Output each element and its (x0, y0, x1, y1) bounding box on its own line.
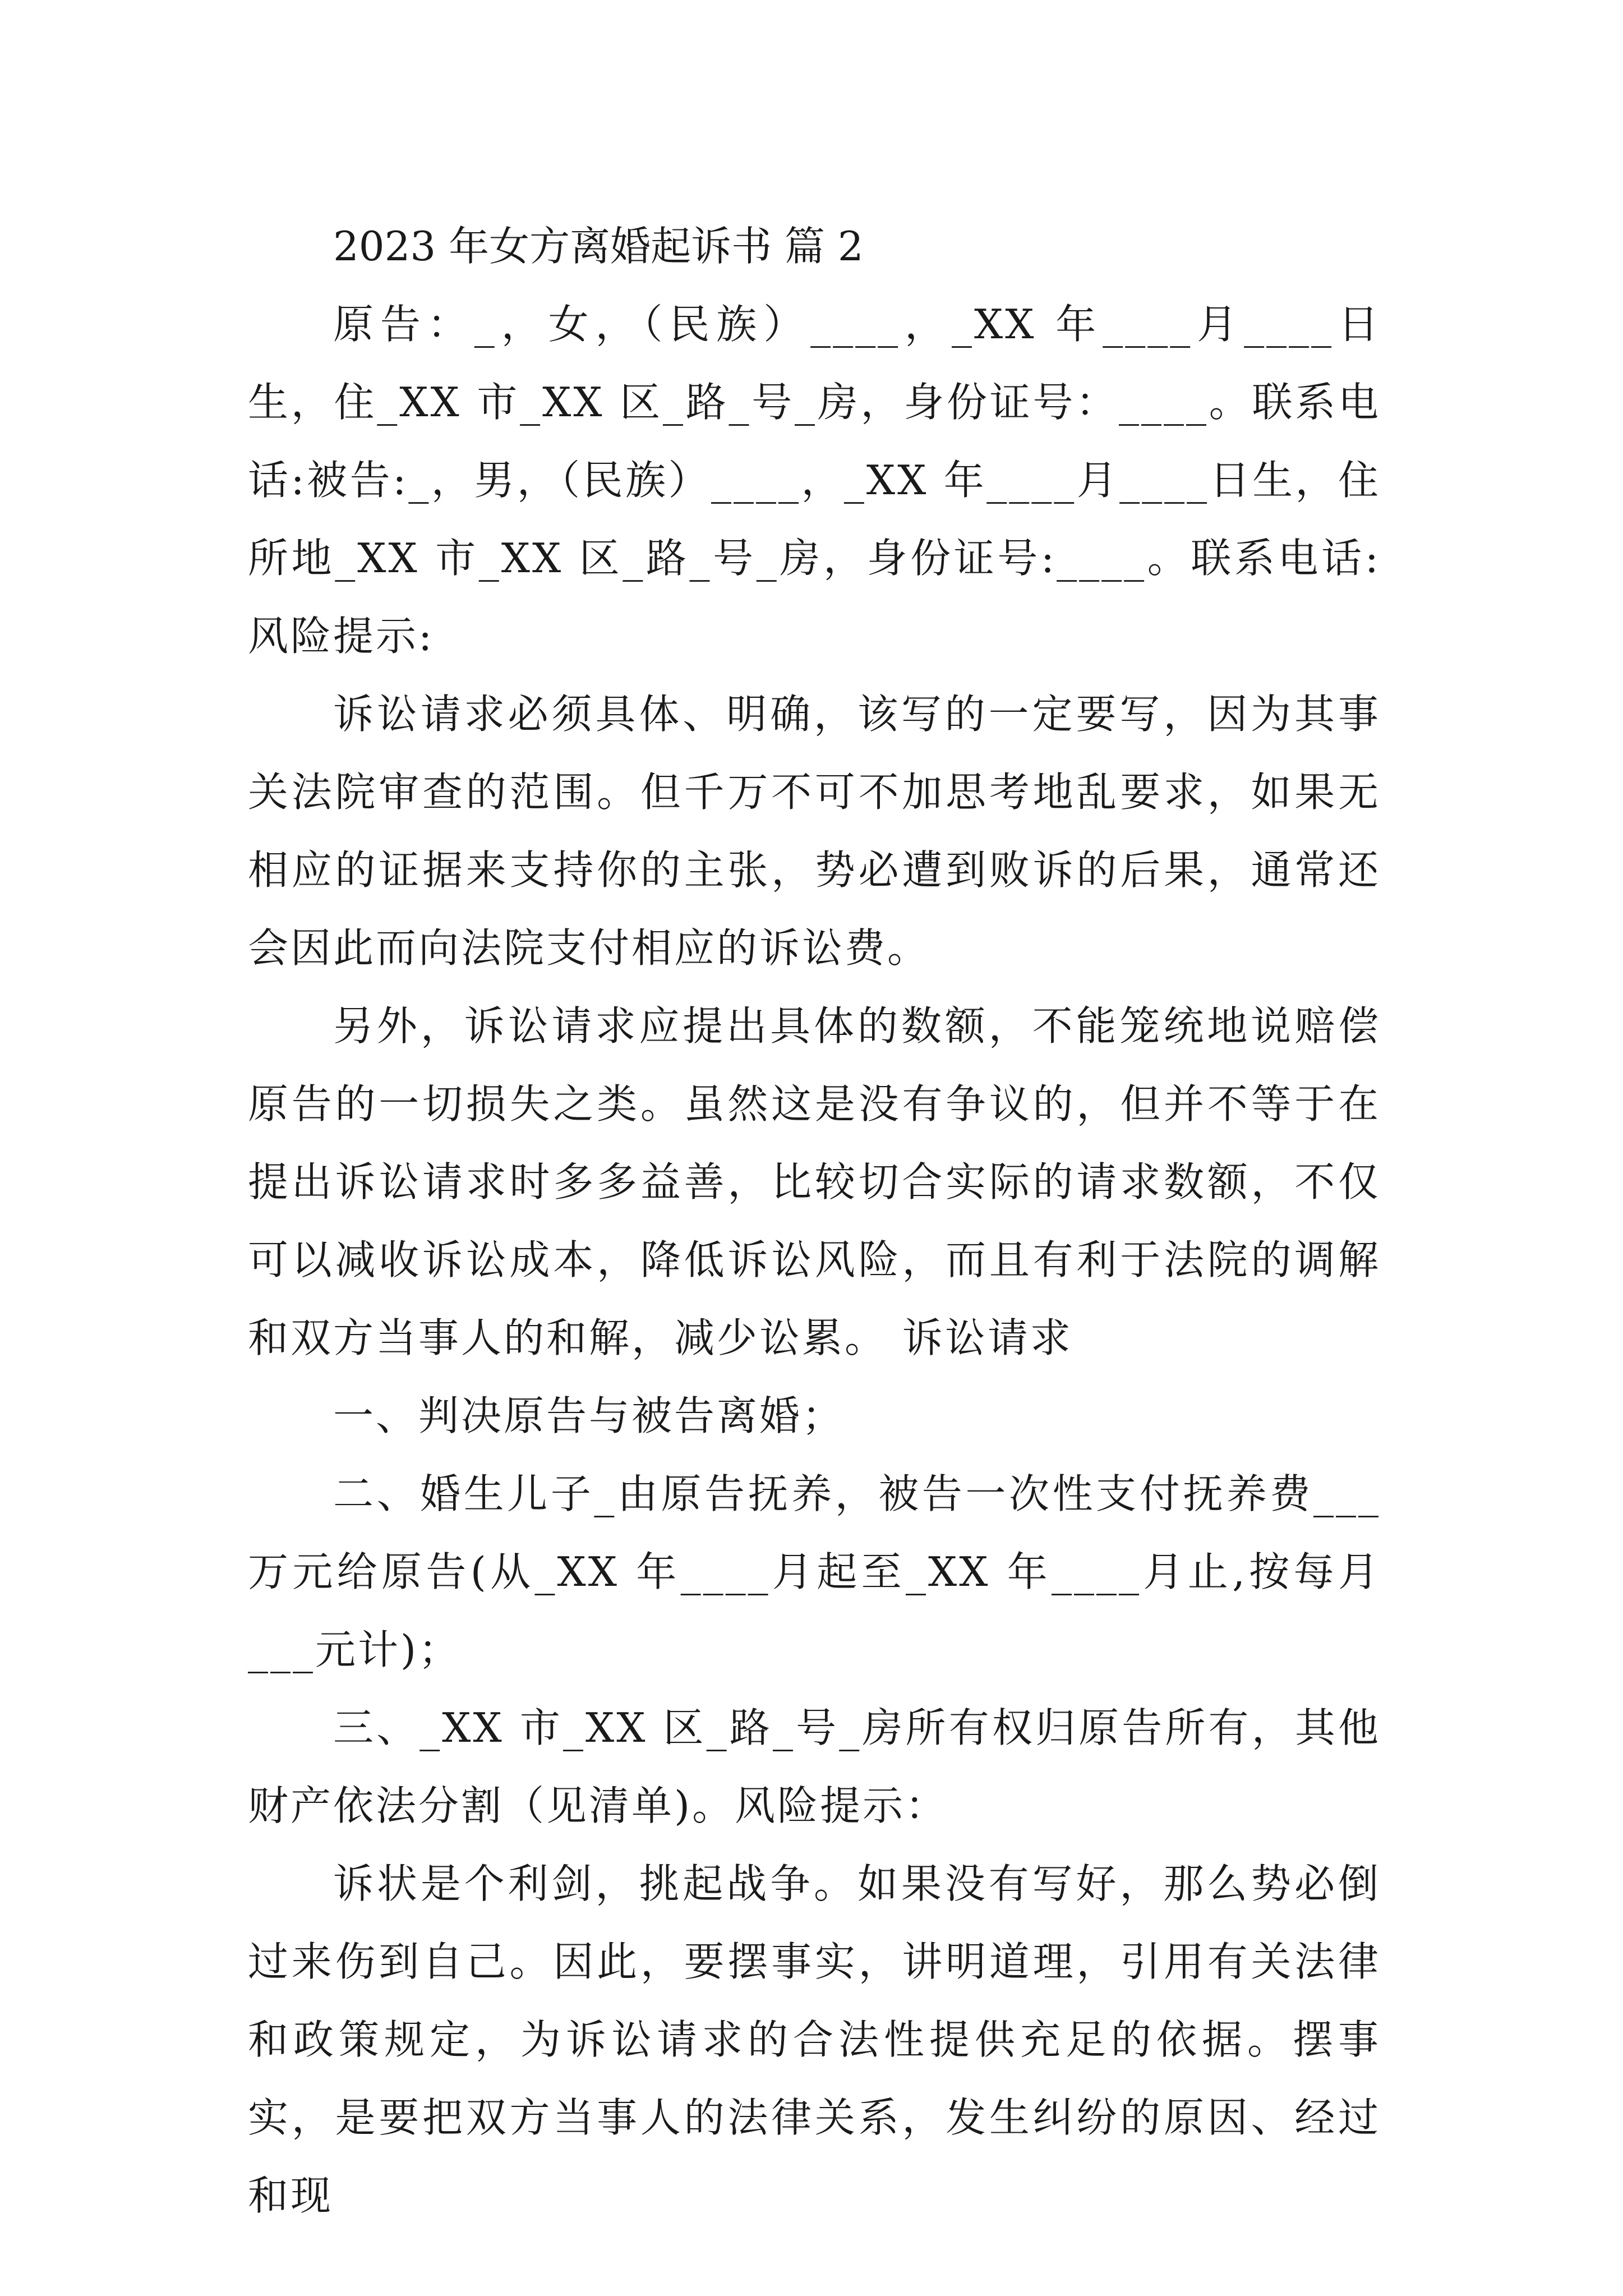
paragraph-risk-warning: 诉状是个利剑，挑起战争。如果没有写好，那么势必倒过来伤到自己。因此，要摆事实，讲明道理，引用有关法律和政策规定，为诉讼请求的合法性提供充足的依据。摆事实，是要把双方当事人的法律关系，发生纠纷的原因、经过和现 (248, 1860, 1381, 2219)
claim-item-3: 三、_XX 市_XX 区_路_号_房所有权归原告所有，其他财产依法分割（见清单)。风险提示： (248, 1704, 1381, 1829)
document-title: 2023 年女方离婚起诉书 篇 2 (333, 223, 864, 270)
paragraph-claim-requirements: 诉讼请求必须具体、明确，该写的一定要写，因为其事关法院审查的范围。但千万不可不加思考地乱要求，如果无相应的证据来支持你的主张，势必遭到败诉的后果，通常还会因此而向法院支付相应的诉讼费。 (248, 691, 1381, 972)
document-body (248, 208, 1381, 2235)
paragraph-parties: 原告：_，女，（民族）____，_XX 年____月____日生，住_XX 市_XX 区_路_号_房，身份证号：____。联系电话:被告:_，男，（民族）____，_XX 年____月____日生，住所地_XX 市_XX 区_路_号_房，身份证号:____。联系电话:风险提示: (248, 301, 1381, 660)
claim-item-2: 二、婚生儿子_由原告抚养，被告一次性支付抚养费___万元给原告(从_XX 年____月起至_XX 年____月止,按每月___元计)； (248, 1470, 1381, 1673)
claim-item-1: 一、判决原告与被告离婚； (333, 1392, 845, 1439)
paragraph-claim-amounts: 另外，诉讼请求应提出具体的数额，不能笼统地说赔偿原告的一切损失之类。虽然这是没有争议的，但并不等于在提出诉讼请求时多多益善，比较切合实际的请求数额，不仅可以减收诉讼成本，降低诉讼风险，而且有利于法院的调解和双方当事人的和解，减少讼累。 诉讼请求 (248, 1002, 1381, 1361)
